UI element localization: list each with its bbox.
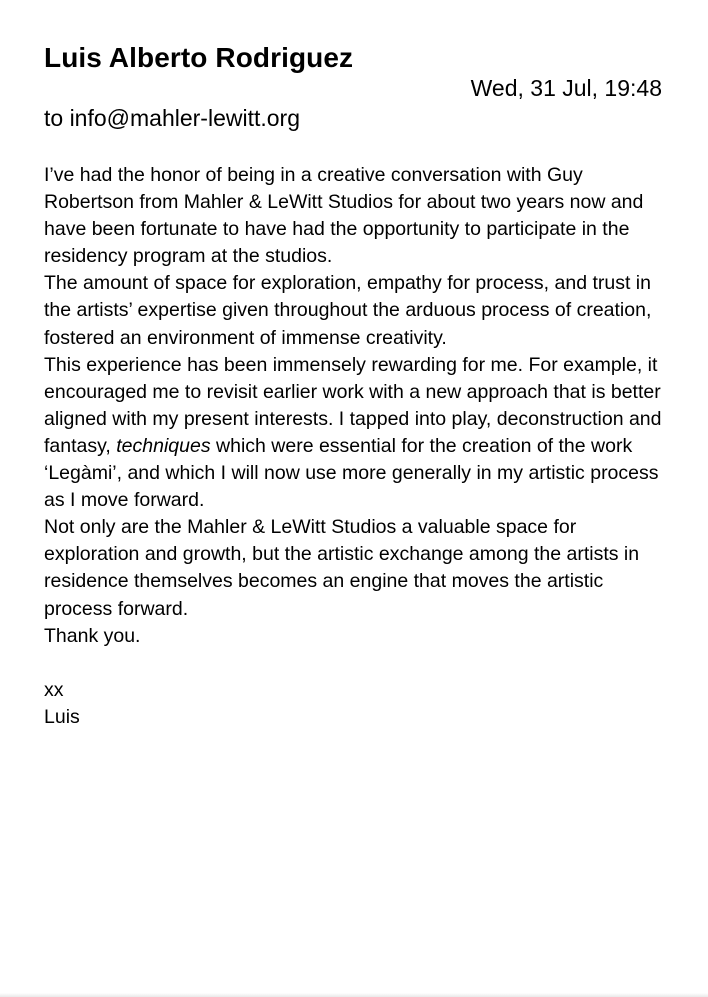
spacer: [44, 650, 674, 677]
sender-name: Luis Alberto Rodriguez: [44, 42, 354, 73]
body-paragraph-3-start: This experience has been immensely rewarding for me. For example, it encouraged me to revisit earlier work with a new approach that is better aligned with my present interests. I tapped into play, deconstruction and fantasy,: [44, 353, 662, 457]
emphasized-word: techniques: [116, 434, 211, 457]
body-paragraph-3: [44, 352, 674, 515]
email-timestamp: Wed, 31 Jul, 19:48: [470, 75, 662, 101]
recipient-line: to info@mahler-lewitt.org: [44, 105, 300, 131]
signoff: xx: [44, 678, 64, 701]
body-paragraph-3-end: which were essential for the creation of the work ‘Legàmi’, and which I will now use more generally in my artistic process as I move forward.: [44, 434, 659, 512]
body-paragraph-2: The amount of space for exploration, empathy for process, and trust in the artists’ expertise given throughout the arduous process of creation, fostered an environment of immense creativity.: [44, 272, 652, 349]
signature: Luis: [44, 705, 80, 728]
body-paragraph-1: I’ve had the honor of being in a creative conversation with Guy Robertson from Mahler & LeWitt Studios for about two years now and have been fortunate to have had the opportunity to participate in the residency program at the studios.: [44, 164, 644, 268]
page-bottom-edge: [0, 993, 708, 997]
email-body: [44, 162, 674, 731]
body-paragraph-4: Not only are the Mahler & LeWitt Studios a valuable space for exploration and growth, but the artistic exchange among the artists in residence themselves becomes an engine that moves the artistic process forward.: [44, 516, 640, 620]
body-paragraph-5: Thank you.: [44, 624, 141, 647]
